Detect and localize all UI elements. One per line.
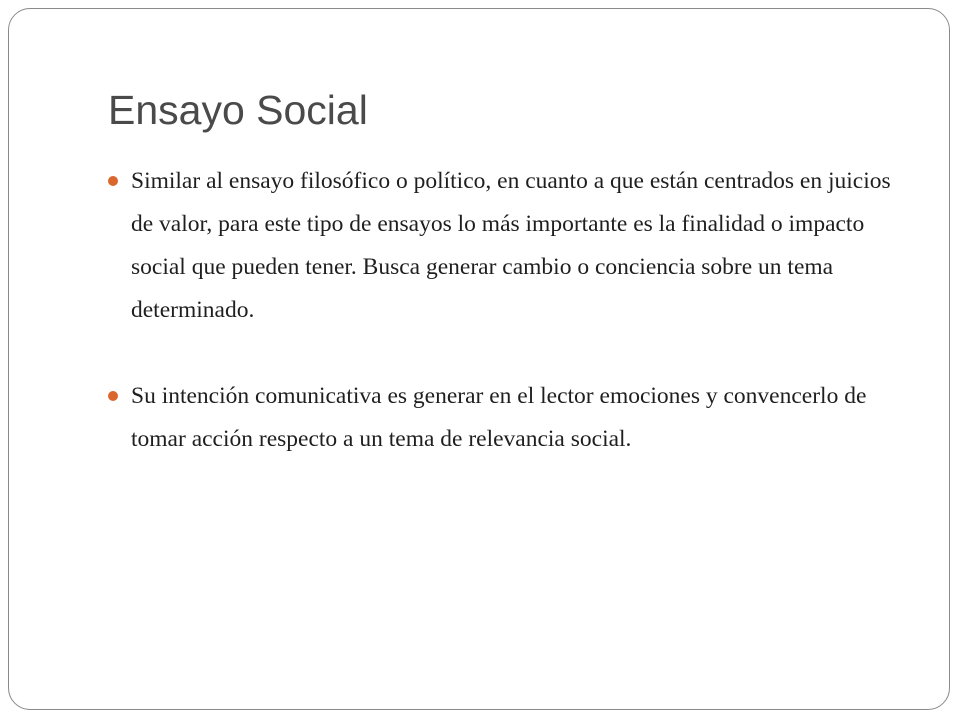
bullet-item — [106, 375, 906, 461]
slide-title: Ensayo Social — [108, 87, 368, 133]
bullet-text: Similar al ensayo filosófico o político, en cuanto a que están centrados en juicios de valor, para este tipo de ensayos lo más importante es la finalidad o impacto social que pueden tener. Busca generar cambio o conciencia sobre un tema determinado. — [131, 168, 891, 323]
bullet-dot-icon — [108, 176, 118, 186]
bullet-list — [106, 160, 906, 461]
bullet-dot-icon — [108, 391, 118, 401]
bullet-text: Su intención comunicativa es generar en el lector emociones y convencerlo de tomar acción respecto a un tema de relevancia social. — [131, 383, 867, 452]
bullet-item — [106, 160, 906, 332]
